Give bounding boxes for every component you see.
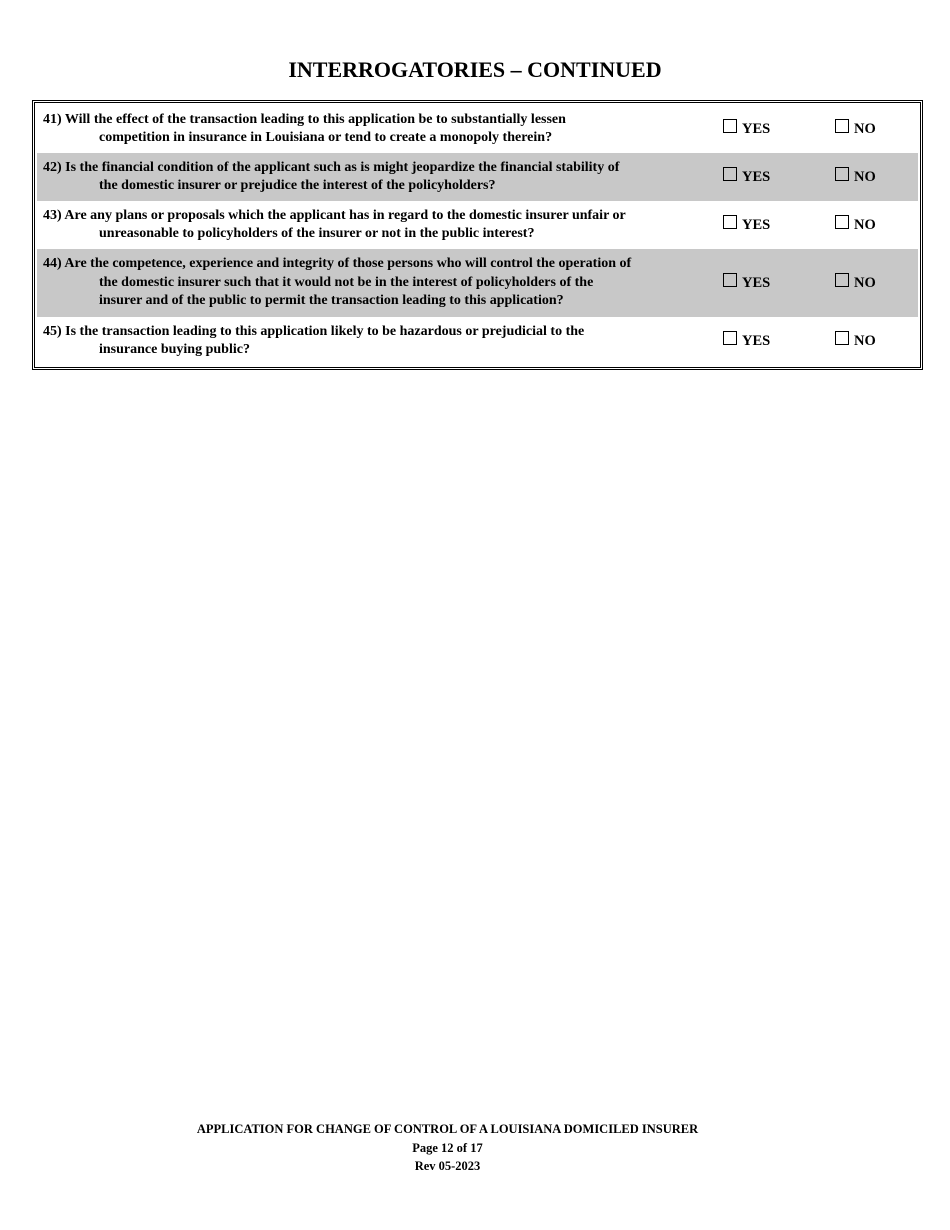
question-43-no-checkbox[interactable] xyxy=(835,215,849,229)
question-41-line-1: 41) Will the effect of the transaction leading to this application be to substantially lessen xyxy=(43,111,566,127)
footer-revision: Rev 05-2023 xyxy=(414,1159,481,1173)
question-42-yes-checkbox[interactable] xyxy=(723,167,737,181)
question-41-line-2: competition in insurance in Louisiana or tend to create a monopoly therein? xyxy=(99,130,553,145)
question-44-no-checkbox[interactable] xyxy=(835,273,849,287)
footer-form-title: APPLICATION FOR CHANGE OF CONTROL OF A LOUISIANA DOMICILED INSURER xyxy=(196,1122,699,1136)
question-text-44 xyxy=(43,255,683,311)
question-43-no-option[interactable] xyxy=(835,217,895,234)
question-44-yes-label: YES xyxy=(742,274,771,291)
question-41-yes-checkbox[interactable] xyxy=(723,119,737,133)
question-row-44 xyxy=(37,249,918,317)
question-45-yes-option[interactable] xyxy=(723,333,835,350)
question-45-yes-checkbox[interactable] xyxy=(723,331,737,345)
question-44-line-2: the domestic insurer such that it would not be in the interest of policyholders of the xyxy=(99,274,594,290)
question-42-line-2: the domestic insurer or prejudice the interest of the policyholders? xyxy=(99,178,496,193)
question-42-no-option[interactable] xyxy=(835,169,895,186)
question-row-45 xyxy=(37,317,918,365)
question-41-yes-option[interactable] xyxy=(723,121,835,138)
question-43-line-2: unreasonable to policyholders of the insurer or not in the public interest? xyxy=(99,226,535,241)
question-44-no-label: NO xyxy=(854,274,876,291)
question-text-41 xyxy=(43,111,683,148)
question-text-43 xyxy=(43,207,683,244)
question-42-line-1: 42) Is the financial condition of the applicant such as is might jeopardize the financial stability of xyxy=(43,159,620,175)
question-41-no-checkbox[interactable] xyxy=(835,119,849,133)
question-45-yes-label: YES xyxy=(742,332,771,349)
question-45-line-1: 45) Is the transaction leading to this application likely to be hazardous or prejudicial to the xyxy=(43,323,585,339)
question-row-43 xyxy=(37,201,918,249)
page-title: INTERROGATORIES – CONTINUED xyxy=(288,57,662,82)
question-41-no-option[interactable] xyxy=(835,121,895,138)
question-42-no-label: NO xyxy=(854,168,876,185)
question-43-line-1: 43) Are any plans or proposals which the applicant has in regard to the domestic insurer unfair or xyxy=(43,207,626,223)
question-42-yes-option[interactable] xyxy=(723,169,835,186)
question-43-no-label: NO xyxy=(854,216,876,233)
question-45-no-label: NO xyxy=(854,332,876,349)
question-41-yes-label: YES xyxy=(742,120,771,137)
interrogatories-table xyxy=(32,100,923,370)
question-44-yes-option[interactable] xyxy=(723,275,835,292)
question-45-no-checkbox[interactable] xyxy=(835,331,849,345)
question-42-no-checkbox[interactable] xyxy=(835,167,849,181)
question-row-42 xyxy=(37,153,918,201)
question-44-no-option[interactable] xyxy=(835,275,895,292)
page-footer xyxy=(0,1120,895,1176)
question-42-yes-label: YES xyxy=(742,168,771,185)
question-44-yes-checkbox[interactable] xyxy=(723,273,737,287)
question-45-line-2: insurance buying public? xyxy=(99,342,250,357)
question-43-yes-option[interactable] xyxy=(723,217,835,234)
question-text-45 xyxy=(43,323,683,360)
question-43-yes-label: YES xyxy=(742,216,771,233)
question-45-no-option[interactable] xyxy=(835,333,895,350)
question-44-line-1: 44) Are the competence, experience and integrity of those persons who will control the operation of xyxy=(43,256,632,272)
question-41-no-label: NO xyxy=(854,120,876,137)
question-43-yes-checkbox[interactable] xyxy=(723,215,737,229)
question-text-42 xyxy=(43,159,683,196)
question-row-41 xyxy=(37,105,918,153)
question-44-line-3: insurer and of the public to permit the transaction leading to this application? xyxy=(99,293,564,309)
footer-page-number: Page 12 of 17 xyxy=(412,1140,483,1155)
